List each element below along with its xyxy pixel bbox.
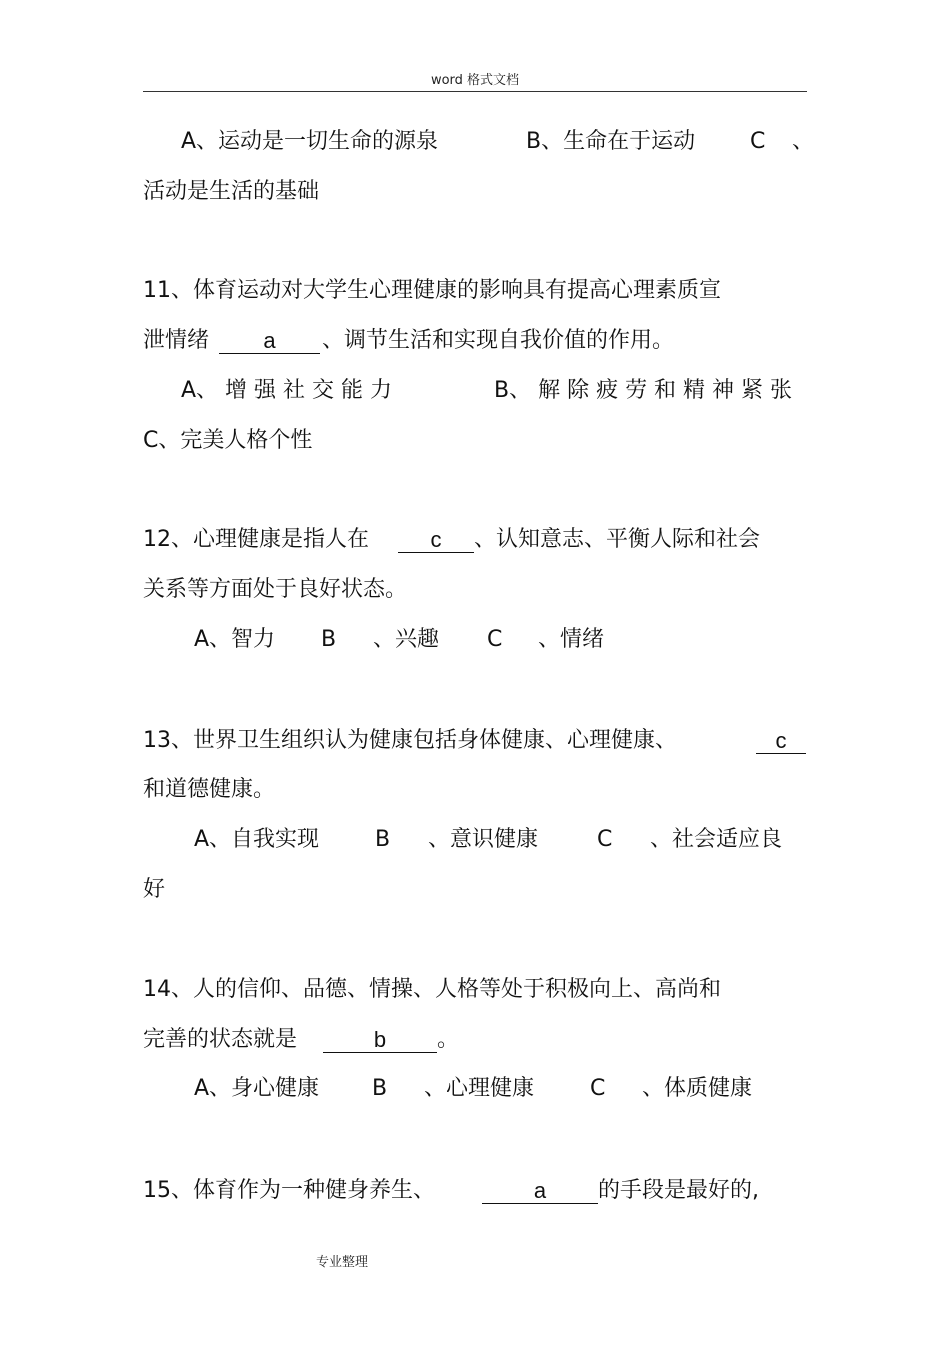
q13-option-a: A、自我实现 — [194, 827, 320, 852]
q10-option-c-text: 活动是生活的基础 — [143, 179, 320, 204]
q10-option-b: B、生命在于运动 — [526, 129, 696, 154]
q12-option-b-letter: B — [321, 627, 337, 652]
q11-stem-line2-post: 、调节生活和实现自我价值的作用。 — [322, 328, 675, 353]
q12-option-c-text: 、情绪 — [538, 627, 605, 652]
q13-option-c-letter: C — [597, 827, 613, 852]
q13-option-b-text: 、意识健康 — [428, 827, 539, 852]
q13-option-b-letter: B — [375, 827, 391, 852]
q13-stem-line1: 13、世界卫生组织认为健康包括身体健康、心理健康、 — [143, 728, 677, 753]
q12-option-a: A、智力 — [194, 627, 276, 652]
q12-stem-line1-post: 、认知意志、平衡人际和社会 — [474, 527, 761, 552]
q14-option-c-letter: C — [590, 1076, 606, 1101]
q11-option-a: A、 增 强 社 交 能 力 — [181, 378, 393, 403]
q14-answer-blank: b — [323, 1028, 437, 1053]
q15-stem-line1-pre: 15、体育作为一种健身养生、 — [143, 1178, 435, 1203]
q13-option-c-text: 、社会适应良 — [650, 827, 783, 852]
q14-stem-line2-pre: 完善的状态就是 — [143, 1027, 298, 1052]
q14-option-b-text: 、心理健康 — [424, 1076, 535, 1101]
q10-option-a: A、运动是一切生命的源泉 — [181, 129, 439, 154]
header-rule — [143, 91, 807, 92]
q10-option-c-letter: C — [750, 129, 766, 154]
q12-stem-line1-pre: 12、心理健康是指人在 — [143, 527, 369, 552]
q10-option-c-separator: 、 — [792, 129, 815, 154]
q15-answer-blank: a — [482, 1179, 598, 1204]
q12-option-c-letter: C — [487, 627, 503, 652]
q14-stem-line2-post: 。 — [437, 1027, 460, 1052]
q11-stem-line1: 11、体育运动对大学生心理健康的影响具有提高心理素质宣 — [143, 278, 721, 303]
q15-stem-line1-post: 的手段是最好的, — [598, 1178, 759, 1203]
q12-option-b-text: 、兴趣 — [373, 627, 440, 652]
q13-stem-line2: 和道德健康。 — [143, 777, 276, 802]
q11-option-b: B、 解 除 疲 劳 和 精 神 紧 张 — [494, 378, 793, 403]
q14-stem-line1: 14、人的信仰、品德、情操、人格等处于积极向上、高尚和 — [143, 977, 721, 1002]
q11-stem-line2-pre: 泄情绪 — [143, 328, 210, 353]
q13-answer-blank: c — [756, 729, 806, 754]
q14-option-c-text: 、体质健康 — [642, 1076, 753, 1101]
page-header: word 格式文档 — [430, 73, 520, 88]
q12-answer-blank: c — [398, 528, 474, 553]
q13-option-c-continuation: 好 — [143, 877, 166, 902]
q12-stem-line2: 关系等方面处于良好状态。 — [143, 577, 408, 602]
q11-answer-blank: a — [219, 329, 320, 354]
q14-option-a: A、身心健康 — [194, 1076, 320, 1101]
q14-option-b-letter: B — [372, 1076, 388, 1101]
q11-option-c: C、完美人格个性 — [143, 428, 313, 453]
page-footer: 专业整理 — [316, 1255, 369, 1270]
